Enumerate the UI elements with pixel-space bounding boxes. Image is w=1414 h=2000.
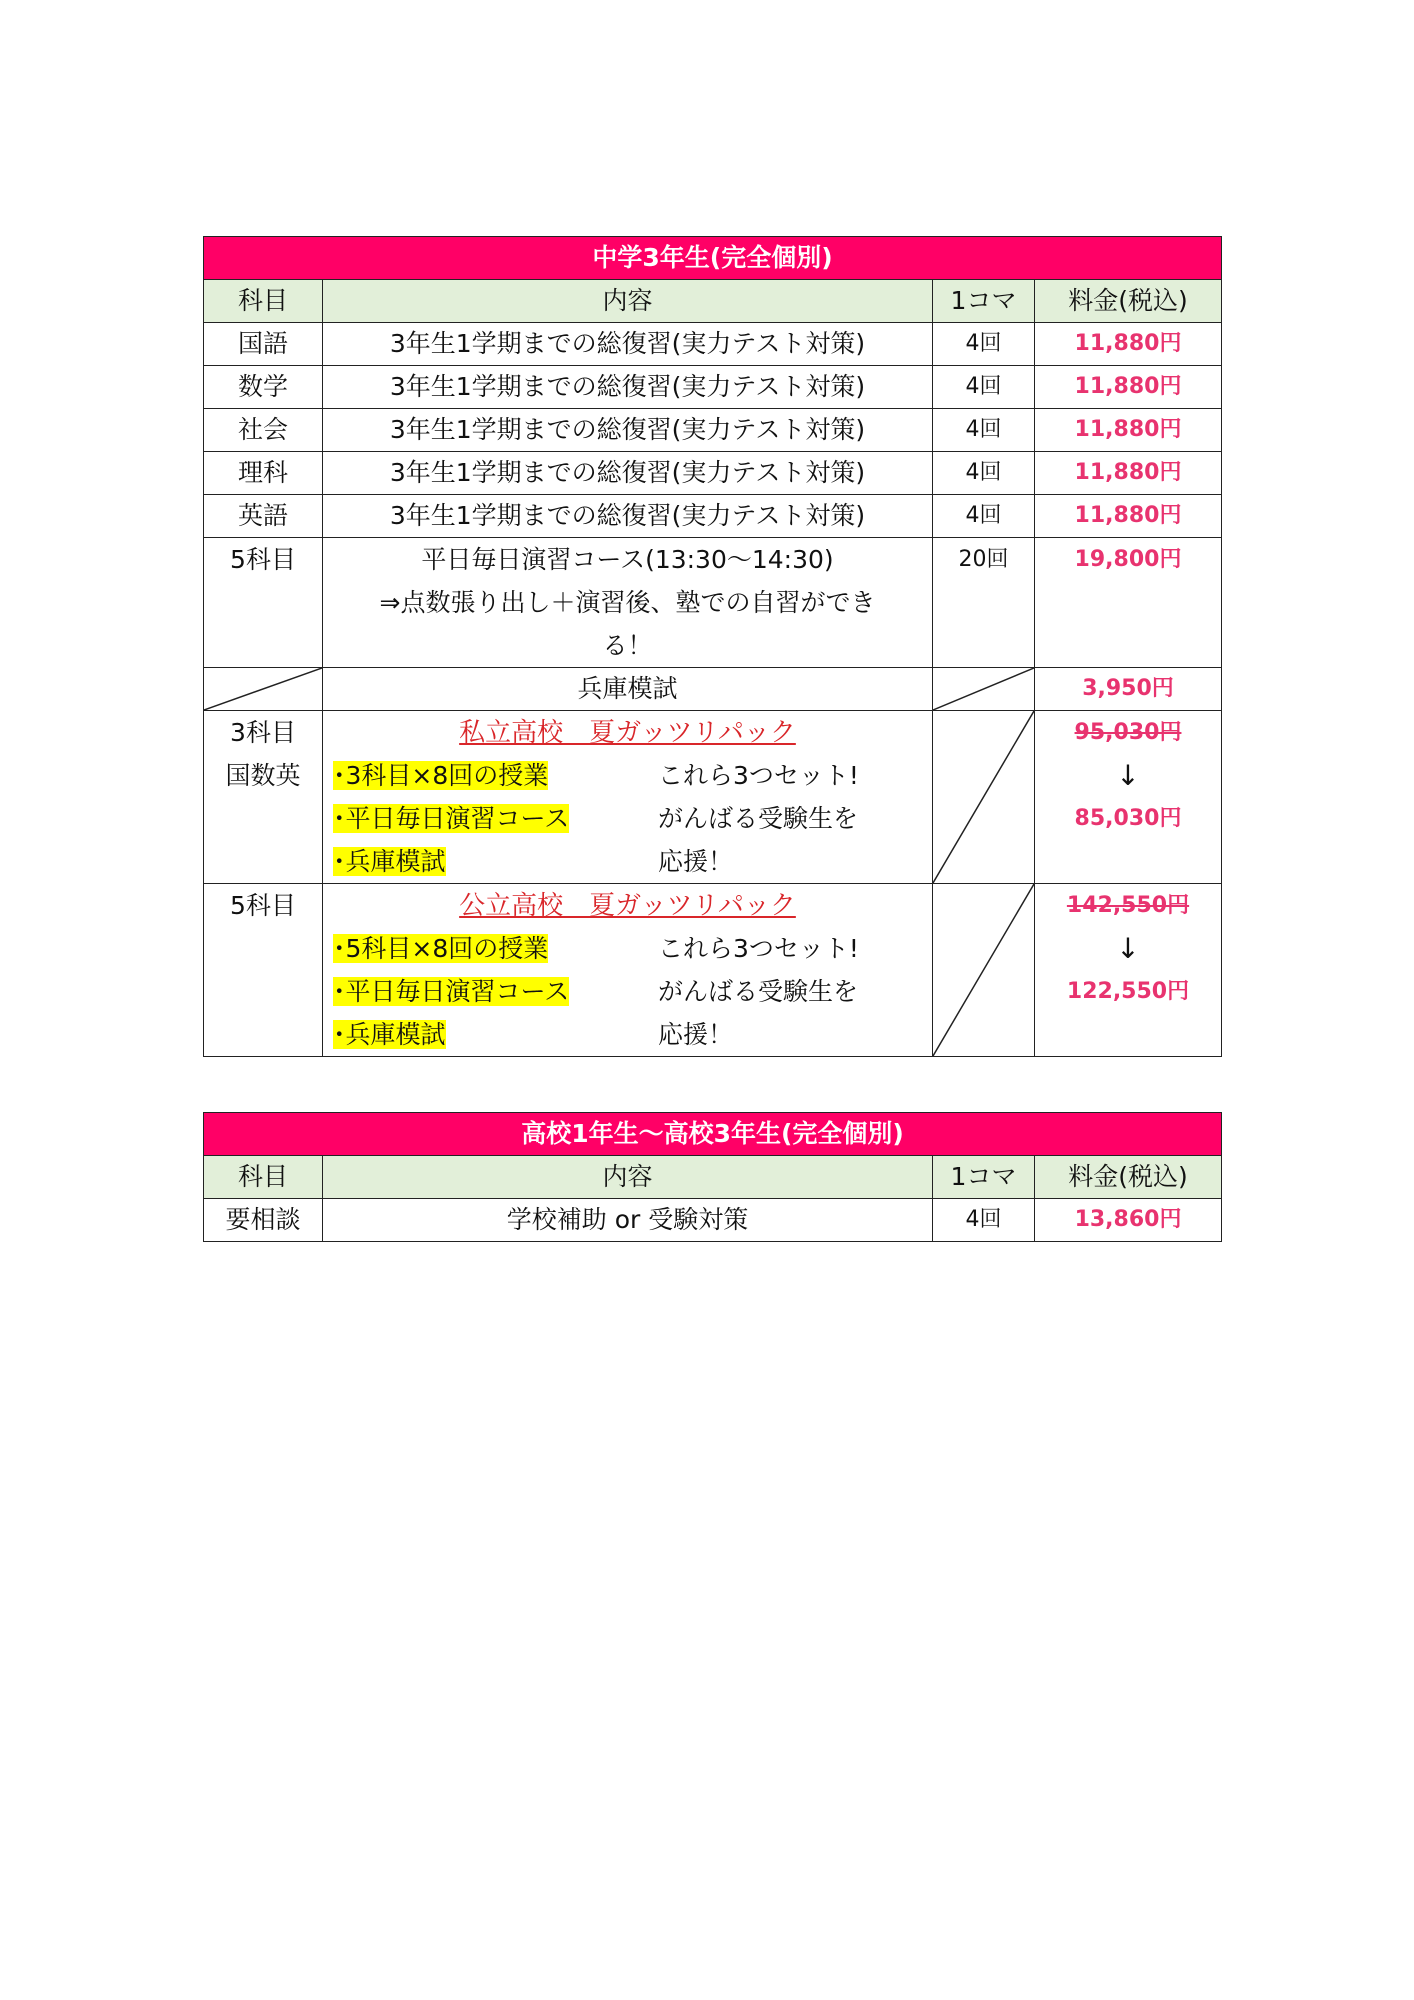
row-price: 13,860円	[1035, 1199, 1222, 1242]
pack-note: 応援！	[658, 847, 734, 876]
five-subjects-row	[204, 538, 1222, 668]
header-content: 内容	[323, 1156, 933, 1199]
table-header-row	[204, 1156, 1222, 1199]
pack-item: ･兵庫模試	[333, 1020, 446, 1049]
pack-title: 私立高校 夏ガッツリパック	[459, 718, 796, 748]
high-school-price-table	[203, 1112, 1222, 1242]
old-price: 142,550円	[1066, 893, 1190, 918]
table-row	[204, 409, 1222, 452]
pack-note: これら3つセット!	[658, 934, 859, 963]
private-pack-row	[204, 711, 1222, 884]
header-koma: 1コマ	[933, 1156, 1035, 1199]
table-row	[204, 495, 1222, 538]
row-subject: 理科	[204, 452, 323, 495]
pack-price	[1035, 884, 1222, 1057]
header-content: 内容	[323, 280, 933, 323]
row-koma: 20回	[933, 538, 1035, 668]
table-row	[204, 323, 1222, 366]
row-content: 学校補助 or 受験対策	[323, 1199, 933, 1242]
header-price: 料金(税込)	[1035, 280, 1222, 323]
row-subject: 数学	[204, 366, 323, 409]
pack-note: これら3つセット!	[658, 761, 859, 790]
row-koma: 4回	[933, 366, 1035, 409]
old-price: 95,030円	[1074, 720, 1182, 745]
pack-item: ･5科目×8回の授業	[333, 934, 549, 963]
empty-slashed-cell	[933, 668, 1035, 711]
row-content: 3年生1学期までの総復習(実力テスト対策)	[323, 452, 933, 495]
row-price: 11,880円	[1035, 495, 1222, 538]
mock-exam-row	[204, 668, 1222, 711]
header-subject: 科目	[204, 280, 323, 323]
row-content	[323, 538, 933, 668]
row-subject: 5科目	[204, 538, 323, 668]
table-row	[204, 366, 1222, 409]
pack-note: 応援！	[658, 1020, 734, 1049]
table-title: 高校1年生～高校3年生(完全個別)	[204, 1113, 1222, 1156]
row-koma: 4回	[933, 452, 1035, 495]
content-line: 平日毎日演習コース(13:30～14:30)	[421, 545, 834, 574]
header-koma: 1コマ	[933, 280, 1035, 323]
row-subject	[204, 884, 323, 1057]
row-subject: 英語	[204, 495, 323, 538]
row-subject	[204, 711, 323, 884]
table-header-row	[204, 280, 1222, 323]
empty-slashed-cell	[204, 668, 323, 711]
row-content: 3年生1学期までの総復習(実力テスト対策)	[323, 323, 933, 366]
header-price: 料金(税込)	[1035, 1156, 1222, 1199]
row-koma: 4回	[933, 495, 1035, 538]
row-subject: 国語	[204, 323, 323, 366]
down-arrow-icon: ↓	[1116, 759, 1140, 792]
new-price: 85,030円	[1074, 806, 1182, 831]
pack-content	[323, 884, 933, 1057]
pack-title: 公立高校 夏ガッツリパック	[459, 891, 796, 921]
table-row	[204, 452, 1222, 495]
table-row	[204, 1199, 1222, 1242]
pack-price	[1035, 711, 1222, 884]
row-koma: 4回	[933, 1199, 1035, 1242]
row-subject: 社会	[204, 409, 323, 452]
row-content: 3年生1学期までの総復習(実力テスト対策)	[323, 495, 933, 538]
table-title: 中学3年生(完全個別)	[204, 237, 1222, 280]
pack-item: ･兵庫模試	[333, 847, 446, 876]
empty-slashed-cell	[933, 884, 1035, 1057]
pack-item: ･平日毎日演習コース	[333, 977, 570, 1006]
subject-line: 国数英	[225, 761, 301, 790]
pack-item: ･3科目×8回の授業	[333, 761, 549, 790]
row-price: 11,880円	[1035, 323, 1222, 366]
pack-item: ･平日毎日演習コース	[333, 804, 570, 833]
row-price: 19,800円	[1035, 538, 1222, 668]
content-line: ⇒点数張り出し＋演習後、塾での自習ができ	[379, 588, 876, 617]
subject-line: 3科目	[230, 718, 296, 747]
row-content: 兵庫模試	[323, 668, 933, 711]
row-subject: 要相談	[204, 1199, 323, 1242]
content-line: る！	[602, 631, 653, 660]
header-subject: 科目	[204, 1156, 323, 1199]
row-koma: 4回	[933, 409, 1035, 452]
row-price: 11,880円	[1035, 452, 1222, 495]
row-price: 11,880円	[1035, 409, 1222, 452]
pack-content	[323, 711, 933, 884]
junior-high-3-price-table	[203, 236, 1222, 1057]
row-price: 11,880円	[1035, 366, 1222, 409]
public-pack-row	[204, 884, 1222, 1057]
empty-slashed-cell	[933, 711, 1035, 884]
new-price: 122,550円	[1066, 979, 1190, 1004]
subject-line: 5科目	[230, 891, 296, 920]
row-koma: 4回	[933, 323, 1035, 366]
pack-note: がんばる受験生を	[658, 977, 859, 1006]
pack-note: がんばる受験生を	[658, 804, 859, 833]
down-arrow-icon: ↓	[1116, 932, 1140, 965]
row-content: 3年生1学期までの総復習(実力テスト対策)	[323, 409, 933, 452]
row-price: 3,950円	[1035, 668, 1222, 711]
row-content: 3年生1学期までの総復習(実力テスト対策)	[323, 366, 933, 409]
